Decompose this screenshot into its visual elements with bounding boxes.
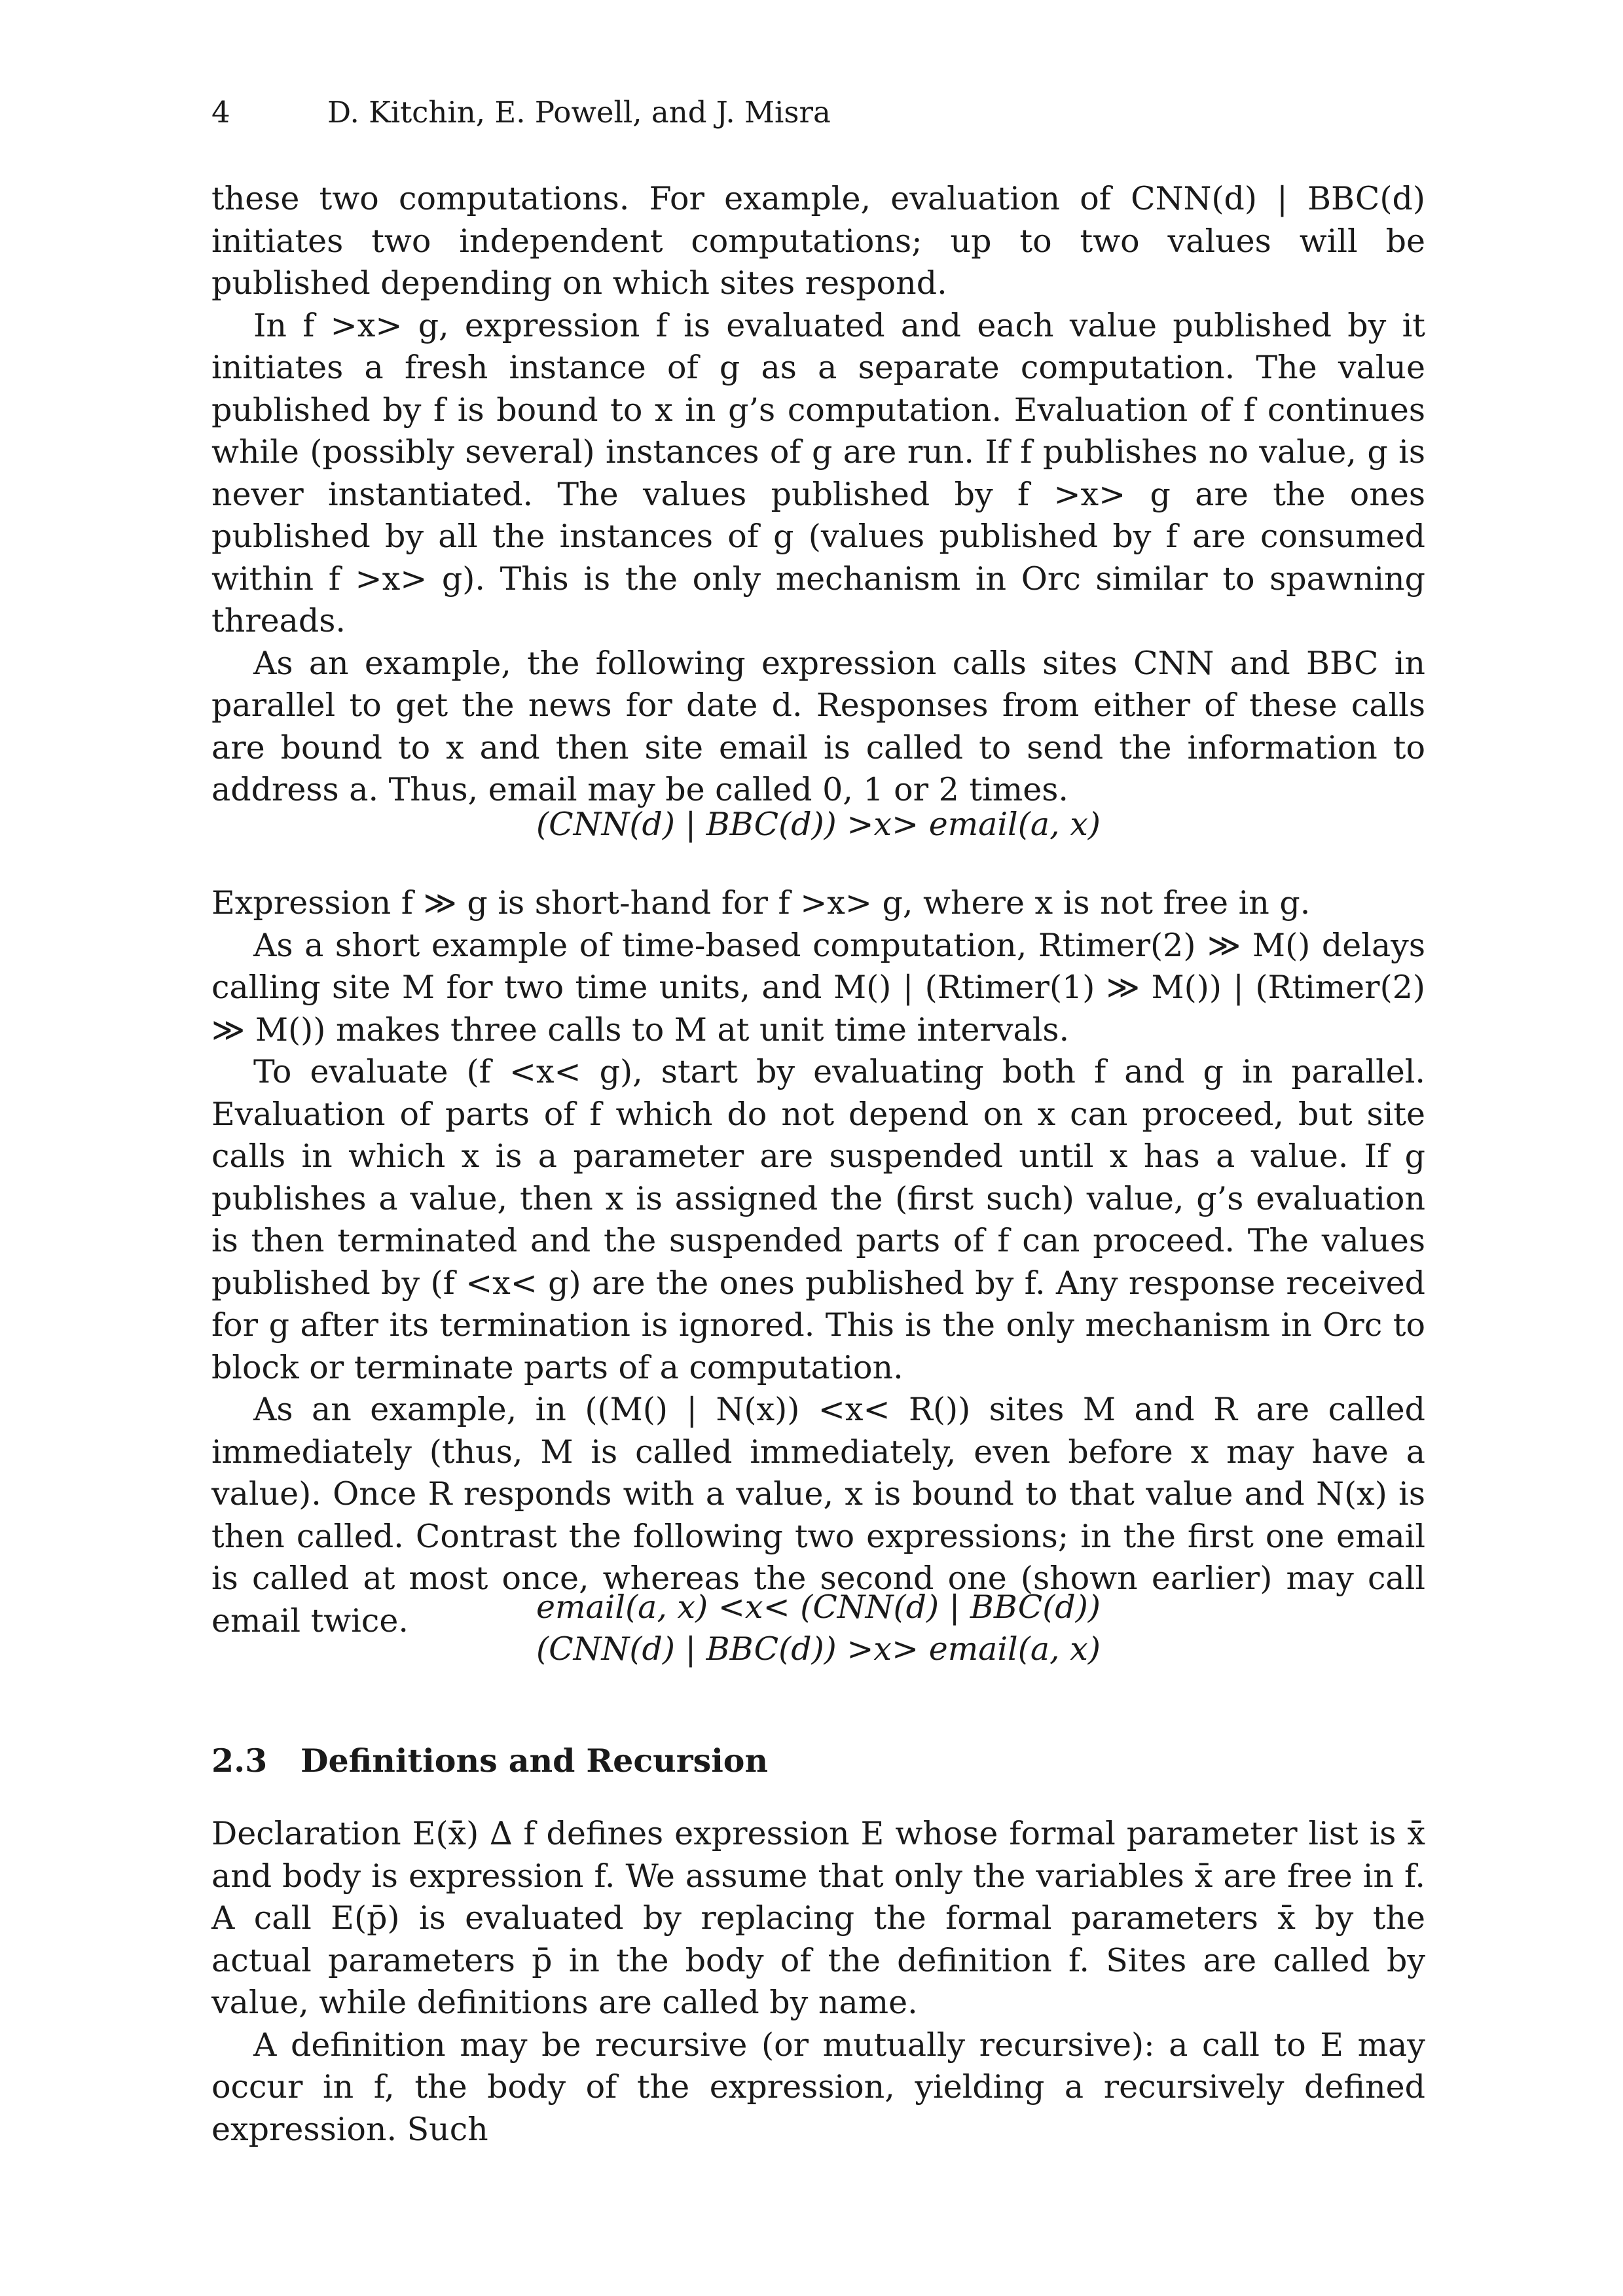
body-text-top (211, 178, 1425, 812)
paragraph: In f >x> g, expression f is evaluated and each value published by it initiates a fresh instance of g as a separate computation. The value published by f is bound to x in g’s computation. Evaluation of f continues while (possibly several) instances of g are run. If f publishes no value, g is never instantiated. The values published by f >x> g are the ones published by all the instances of g (values published by f are consumed within f >x> g). This is the only mechanism in Orc similar to spawning threads. (211, 306, 1425, 639)
paragraph: As a short example of time-based computation, Rtimer(2) ≫ M() delays calling site M for two time units, and M() | (Rtimer(1) ≫ M()) | (Rtimer(2) ≫ M()) makes three calls to M at unit time intervals. (211, 926, 1425, 1049)
paragraph: Expression f ≫ g is short-hand for f >x> g, where x is not free in g. (211, 884, 1311, 922)
body-text-bottom (211, 1813, 1425, 2151)
paragraph: To evaluate (f <x< g), start by evaluating both f and g in parallel. Evaluation of parts of f which do not depend on x can proceed, but site calls in which x is a parameter are suspended until x has a value. If g publishes a value, then x is assigned the (first such) value, g’s evaluation is then terminated and the suspended parts of f can proceed. The values published by (f <x< g) are the ones published by f. Any response received for g after its termination is ignored. This is the only mechanism in Orc to block or terminate parts of a computation. (211, 1053, 1425, 1386)
header-authors: D. Kitchin, E. Powell, and J. Misra (327, 95, 831, 130)
display-equation: (CNN(d) | BBC(d)) >x> email(a, x) (536, 806, 1101, 843)
paragraph: these two computations. For example, evaluation of CNN(d) | BBC(d) initiates two independent computations; up to two values will be published depending on which sites respond. (211, 180, 1425, 302)
paragraph: A definition may be recursive (or mutually recursive): a call to E may occur in f, the body of the expression, yielding a recursively defined expression. Such (211, 2026, 1425, 2148)
paragraph: Declaration E(x̄) ∆ f defines expression E whose formal parameter list is x̄ and body is expression f. We assume that only the variables x̄ are free in f. A call E(p̄) is evaluated by replacing the formal parameters x̄ by the actual parameters p̄ in the body of the definition f. Sites are called by value, while definitions are called by name. (211, 1815, 1425, 2021)
equation-line: email(a, x) <x< (CNN(d) | BBC(d)) (536, 1588, 1101, 1626)
equation-line: (CNN(d) | BBC(d)) >x> email(a, x) (536, 1630, 1101, 1668)
page-number: 4 (211, 95, 230, 130)
paragraph: As an example, the following expression calls sites CNN and BBC in parallel to get the news for date d. Responses from either of these calls are bound to x and then site email is called to send the information to address a. Thus, email may be called 0, 1 or 2 times. (211, 644, 1425, 808)
display-equation-pair (211, 1587, 1425, 1670)
running-header (211, 92, 831, 134)
section-title: Definitions and Recursion (301, 1742, 769, 1780)
section-heading (211, 1740, 768, 1782)
paragraph: As an example, in ((M() | N(x)) <x< R()) sites M and R are called immediately (thus, M is called immediately, even before x may have a value). Once R responds with a value, x is bound to that value and N(x) is then called. Contrast the following two expressions; in the first one email is called at most once, whereas the second one (shown earlier) may call email twice. (211, 1391, 1425, 1640)
body-text-middle (211, 882, 1425, 1642)
section-number: 2.3 (211, 1742, 268, 1780)
